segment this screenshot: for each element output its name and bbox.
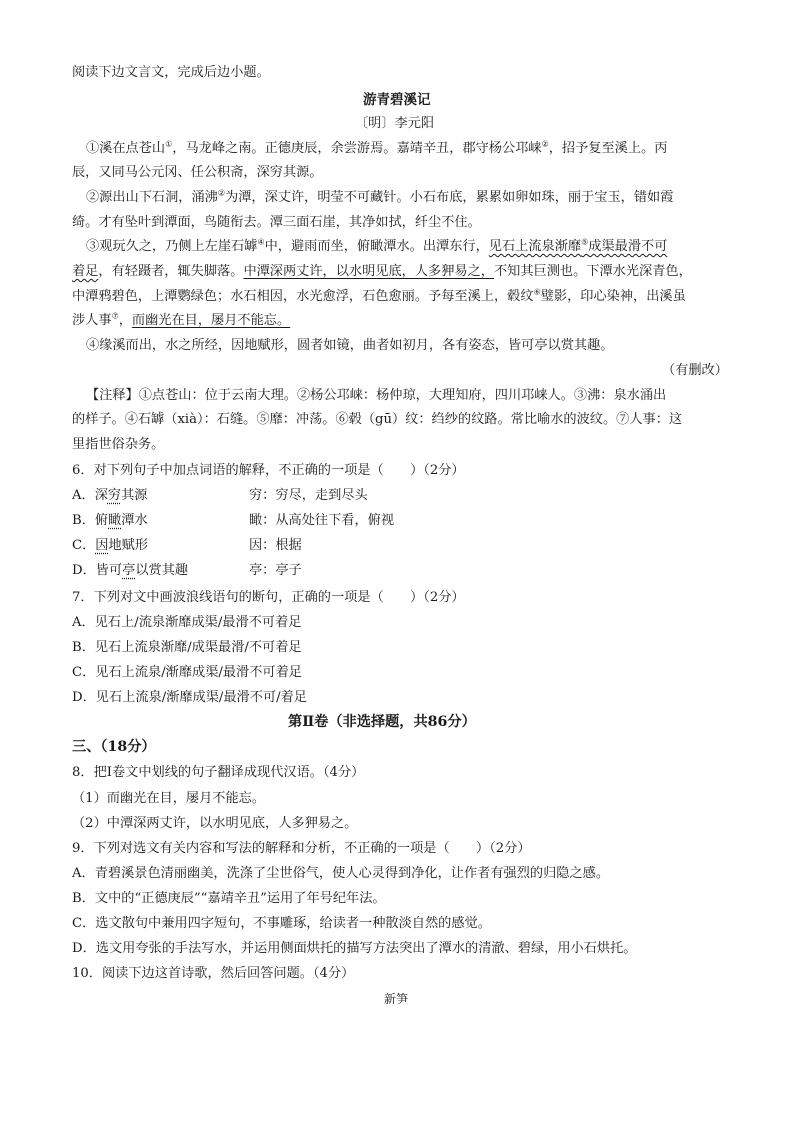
q6-stem: 6．对下列句子中加点词语的解释，不正确的一项是（ ）（2分） <box>72 463 465 478</box>
q6-option-a-explanation: 穷：穷尽，走到尽头 <box>249 488 368 503</box>
text-run: ，马龙峰之南。正德庚辰，余尝游焉。嘉靖辛丑，郡守杨公邛崃 <box>172 141 542 156</box>
paragraph-3-line-4 <box>72 312 290 330</box>
q6-option-a[interactable] <box>72 487 147 505</box>
footnote-marker: ⑦ <box>111 311 119 321</box>
text-run: ，有轻蹑者，辄失脚落。 <box>98 264 244 279</box>
q9-option-a[interactable]: A．青碧溪景色清丽幽美，洗涤了尘世俗气，使人心灵得到净化，让作者有强烈的归隐之感。 <box>72 866 610 881</box>
q6-option-c[interactable] <box>72 537 148 555</box>
wavy-underlined-sentence <box>489 239 668 254</box>
text-run: D．皆可 <box>72 563 123 578</box>
text-run: 涉人事 <box>72 313 112 328</box>
footnote-marker: ⑥ <box>533 287 541 297</box>
text-run: B．俯 <box>72 513 109 528</box>
notes-line-3: 里指世俗杂务。 <box>72 437 165 452</box>
poem-title: 新笋 <box>384 992 409 1006</box>
text-run: 潭水 <box>121 513 148 528</box>
text-run: ①溪在点苍山 <box>86 141 166 156</box>
text-run: 不知其巨测也。下潭水光深青色， <box>494 264 692 279</box>
text-run: 中，避雨而坐，俯瞰潭水。出潭东行， <box>264 239 489 254</box>
wavy-underlined-sentence: 着足 <box>72 264 99 279</box>
underlined-sentence-2: 中潭深两丈许，以水明见底，人多狎易之， <box>243 264 494 279</box>
q7-option-a[interactable]: A．见石上/流泉渐靡成渠/最滑不可着足 <box>72 615 302 630</box>
text-run: ，招予复至溪上。丙 <box>548 141 668 156</box>
text-run: 见石上流泉渐靡 <box>488 239 582 254</box>
dotted-word: 因 <box>95 538 109 553</box>
text-run: 璧影，印心染神，出溪虽 <box>540 289 686 304</box>
notes-line-2: 的样子。④石罅（xià）：石缝。⑤靡：冲荡。⑥毂（gū）纹：绉纱的纹路。常比喻水的波纹。⑦人事：这 <box>72 412 683 427</box>
paragraph-2-line-1 <box>86 189 673 207</box>
paragraph-1-line-2: 辰，又同马公元冈、任公积斋，深穷其源。 <box>72 165 323 180</box>
paragraph-1-line-1 <box>86 140 667 158</box>
paragraph-2-line-2: 绮。才有坠叶到潭面，鸟随衔去。潭三面石崖，其净如拭，纤尘不住。 <box>72 215 481 230</box>
q10-stem: 10．阅读下边这首诗歌，然后回答问题。（4分） <box>72 966 355 981</box>
q6-option-d[interactable] <box>72 562 188 580</box>
text-run: C． <box>72 538 96 553</box>
q6-option-b-explanation: 瞰：从高处往下看，俯视 <box>249 513 395 528</box>
section-3-heading: 三、（18分） <box>72 739 156 755</box>
dotted-word: 亭 <box>122 563 136 578</box>
text-run: ②源出山下石洞，涌沸 <box>86 190 218 205</box>
q6-option-d-explanation: 亭：亭子 <box>249 563 302 578</box>
passage-title: 游青碧溪记 <box>363 92 431 108</box>
q9-stem: 9．下列对选文有关内容和写法的解释和分析，不正确的一项是（ ）（2分） <box>72 841 531 856</box>
intro-instruction: 阅读下边文言文，完成后边小题。 <box>72 65 270 80</box>
notes-line-1: 【注释】①点苍山：位于云南大理。②杨公邛崃：杨仲琼，大理知府，四川邛崃人。③沸：泉水涌出 <box>86 388 667 403</box>
text-run: A．深 <box>72 488 108 503</box>
q8-sentence-2: （2）中潭深两丈许，以水明见底，人多狎易之。 <box>72 816 358 831</box>
q6-option-b[interactable] <box>72 512 148 530</box>
text-run: 其源 <box>121 488 148 503</box>
text-run: 中潭鸦碧色，上潭鹦绿色；水石相因，水光愈浮，石色愈丽。予每至溪上，毂纹 <box>72 289 534 304</box>
q7-option-c[interactable]: C．见石上流泉/渐靡成渠/最滑不可着足 <box>72 665 302 680</box>
part-2-heading: 第Ⅱ卷（非选择题，共86分） <box>288 714 476 730</box>
q6-option-c-explanation: 因：根据 <box>249 538 302 553</box>
footnote-marker: ① <box>165 139 173 149</box>
text-run: 为潭，深丈许，明莹不可藏针。小石布底，累累如卵如珠，丽于宝玉，错如霞 <box>225 190 674 205</box>
dotted-word: 穷 <box>107 488 122 503</box>
underlined-sentence-1: 而幽光在目，屡月不能忘。 <box>131 313 291 328</box>
footnote-marker: ④ <box>257 237 265 247</box>
text-run: 成渠最滑不可 <box>588 239 668 254</box>
paragraph-3-line-2 <box>72 263 692 281</box>
footnote-marker: ⑤ <box>581 237 589 247</box>
paragraph-4: ④缘溪而出，水之所经，因地赋形，圆者如镜，曲者如初月，各有姿态，皆可亭以赏其趣。 <box>86 338 614 353</box>
q9-option-d[interactable]: D．选文用夸张的手法写水，并运用侧面烘托的描写方法突出了潭水的清澈、碧绿，用小石烘托。 <box>72 941 637 956</box>
q7-option-d[interactable]: D．见石上流泉/渐靡成渠/最滑不可/着足 <box>72 690 307 705</box>
q7-option-b[interactable]: B．见石上流泉渐靡/成渠最滑/不可着足 <box>72 640 302 655</box>
passage-author: 〔明〕李元阳 <box>355 116 435 131</box>
text-run: ， <box>118 313 132 328</box>
q7-stem: 7．下列对文中画波浪线语句的断句，正确的一项是（ ）（2分） <box>72 590 465 605</box>
q9-option-c[interactable]: C．选文散句中兼用四字短句，不事雕琢，给读者一种散淡自然的感觉。 <box>72 916 491 931</box>
text-run: 地赋形 <box>108 538 149 553</box>
paragraph-3-line-3 <box>72 288 686 306</box>
footnote-marker: ② <box>217 188 226 198</box>
text-run: 以赏其趣 <box>135 563 189 578</box>
dotted-word: 瞰 <box>108 513 122 528</box>
source-note: （有删改） <box>662 363 728 378</box>
footnote-marker: ② <box>541 139 549 149</box>
text-run: ③观玩久之，乃侧上左崖石罅 <box>86 239 258 254</box>
q8-sentence-1: （1）而幽光在目，屡月不能忘。 <box>72 791 266 806</box>
q9-option-b[interactable]: B．文中的“正德庚辰”“嘉靖辛丑”运用了年号纪年法。 <box>72 891 386 906</box>
paragraph-3-line-1 <box>86 238 667 256</box>
q8-stem: 8．把Ⅰ卷文中划线的句子翻译成现代汉语。（4分） <box>72 765 365 780</box>
